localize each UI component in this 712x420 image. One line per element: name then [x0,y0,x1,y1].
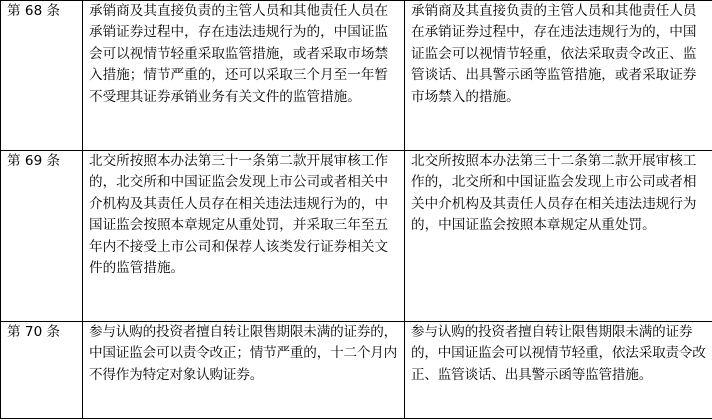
table-row [1,151,712,322]
revised-provision-text: 北交所按照本办法第三十二条第二款开展审核工作的，北交所和中国证监会发现上市公司或者相关中介机构及其责任人员存在相关违法违规行为的，中国证监会按照本章规定从重处罚。 [405,151,712,322]
table-row [1,322,712,419]
table-row [1,1,712,151]
revised-provision-text: 参与认购的投资者擅自转让限售期限未满的证券的，中国证监会可以视情节轻重，依法采取责令改正、监管谈话、出具警示函等监管措施。 [405,322,712,419]
article-number: 第 69 条 [1,151,83,322]
original-provision-text: 承销商及其直接负责的主管人员和其他责任人员在承销证券过程中，存在违法违规行为的，中国证监会可以视情节轻重采取监管措施，或者采取市场禁入措施；情节严重的，还可以采取三个月至一年暂不受理其证券承销业务有关文件的监管措施。 [83,1,405,151]
article-number: 第 70 条 [1,322,83,419]
article-number: 第 68 条 [1,1,83,151]
original-provision-text: 参与认购的投资者擅自转让限售期限未满的证券的，中国证监会可以责令改正；情节严重的，十二个月内不得作为特定对象认购证券。 [83,322,405,419]
original-provision-text: 北交所按照本办法第三十一条第二款开展审核工作的，北交所和中国证监会发现上市公司或者相关中介机构及其责任人员存在相关违法违规行为的，中国证监会按照本章规定从重处罚，并采取三年至五年内不接受上市公司和保荐人该类发行证券相关文件的监管措施。 [83,151,405,322]
revised-provision-text: 承销商及其直接负责的主管人员和其他责任人员在承销证券过程中，存在违法违规行为的，中国证监会可以视情节轻重，依法采取责令改正、监管谈话、出具警示函等监管措施，或者采取证券市场禁入的措施。 [405,1,712,151]
